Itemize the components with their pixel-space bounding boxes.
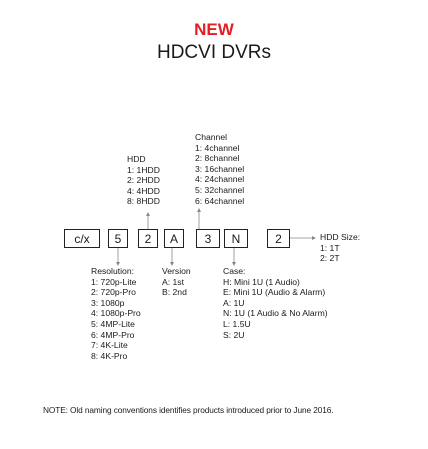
channel-title: Channel [195, 132, 228, 142]
resolution-item: 7: 4K-Lite [91, 340, 128, 351]
hdd-item: 4: 4HDD [127, 185, 160, 196]
footnote: NOTE: Old naming conventions identifies products introduced prior to June 2016. [43, 405, 334, 415]
hdd-arrowhead [146, 212, 150, 216]
new-badge: NEW [194, 20, 234, 39]
channel-item: 5: 32channel [195, 184, 245, 195]
code-box-case: N [224, 229, 248, 248]
hdd-item: 1: 1HDD [127, 164, 160, 175]
resolution-group [91, 266, 141, 361]
resolution-item: 3: 1080p [91, 297, 125, 308]
resolution-item: 4: 1080p-Pro [91, 308, 141, 319]
case-item: L: 1.5U [223, 318, 251, 329]
resolution-item: 5: 4MP-Lite [91, 318, 135, 329]
case-item: H: Mini 1U (1 Audio) [223, 276, 300, 287]
resolution-item: 8: 4K-Pro [91, 350, 128, 361]
code-box-series: c/x [64, 229, 100, 248]
version-item: B: 2nd [162, 287, 187, 298]
case-item: N: 1U (1 Audio & No Alarm) [223, 308, 328, 319]
hdd-size-arrowhead [312, 236, 316, 240]
hdd-group [127, 154, 160, 207]
case-group [223, 266, 328, 340]
resolution-item: 6: 4MP-Pro [91, 329, 135, 340]
version-group [162, 266, 191, 298]
code-box-hdd-size: 2 [267, 229, 290, 248]
version-item: A: 1st [162, 276, 184, 287]
case-item: A: 1U [223, 297, 245, 308]
hdd-size-item: 1: 1T [320, 242, 340, 253]
channel-group [195, 132, 244, 206]
code-box-version: A [164, 229, 184, 248]
hdd-size-group [320, 232, 360, 264]
hdd-size-item: 2: 2T [320, 253, 340, 264]
resolution-item: 2: 720p-Pro [91, 287, 136, 298]
hdd-title: HDD [127, 154, 146, 164]
resolution-item: 1: 720p-Lite [91, 276, 137, 287]
code-box-channel: 3 [196, 229, 220, 248]
channel-item: 1: 4channel [195, 142, 240, 153]
resolution-title: Resolution: [91, 266, 134, 276]
case-item: E: Mini 1U (Audio & Alarm) [223, 287, 326, 298]
hdd-item: 2: 2HDD [127, 175, 160, 186]
hdd-size-title: HDD Size: [320, 232, 361, 242]
code-box-hdd: 2 [138, 229, 158, 248]
case-title: Case: [223, 266, 246, 276]
channel-item: 6: 64channel [195, 195, 245, 206]
case-item: S: 2U [223, 329, 245, 340]
version-title: Version [162, 266, 191, 276]
channel-item: 4: 24channel [195, 174, 245, 185]
code-box-resolution: 5 [108, 229, 128, 248]
channel-item: 2: 8channel [195, 153, 240, 164]
hdd-item: 8: 8HDD [127, 196, 160, 207]
page-title: HDCVI DVRs [156, 42, 271, 63]
channel-arrowhead [197, 208, 201, 212]
channel-item: 3: 16channel [195, 163, 245, 174]
